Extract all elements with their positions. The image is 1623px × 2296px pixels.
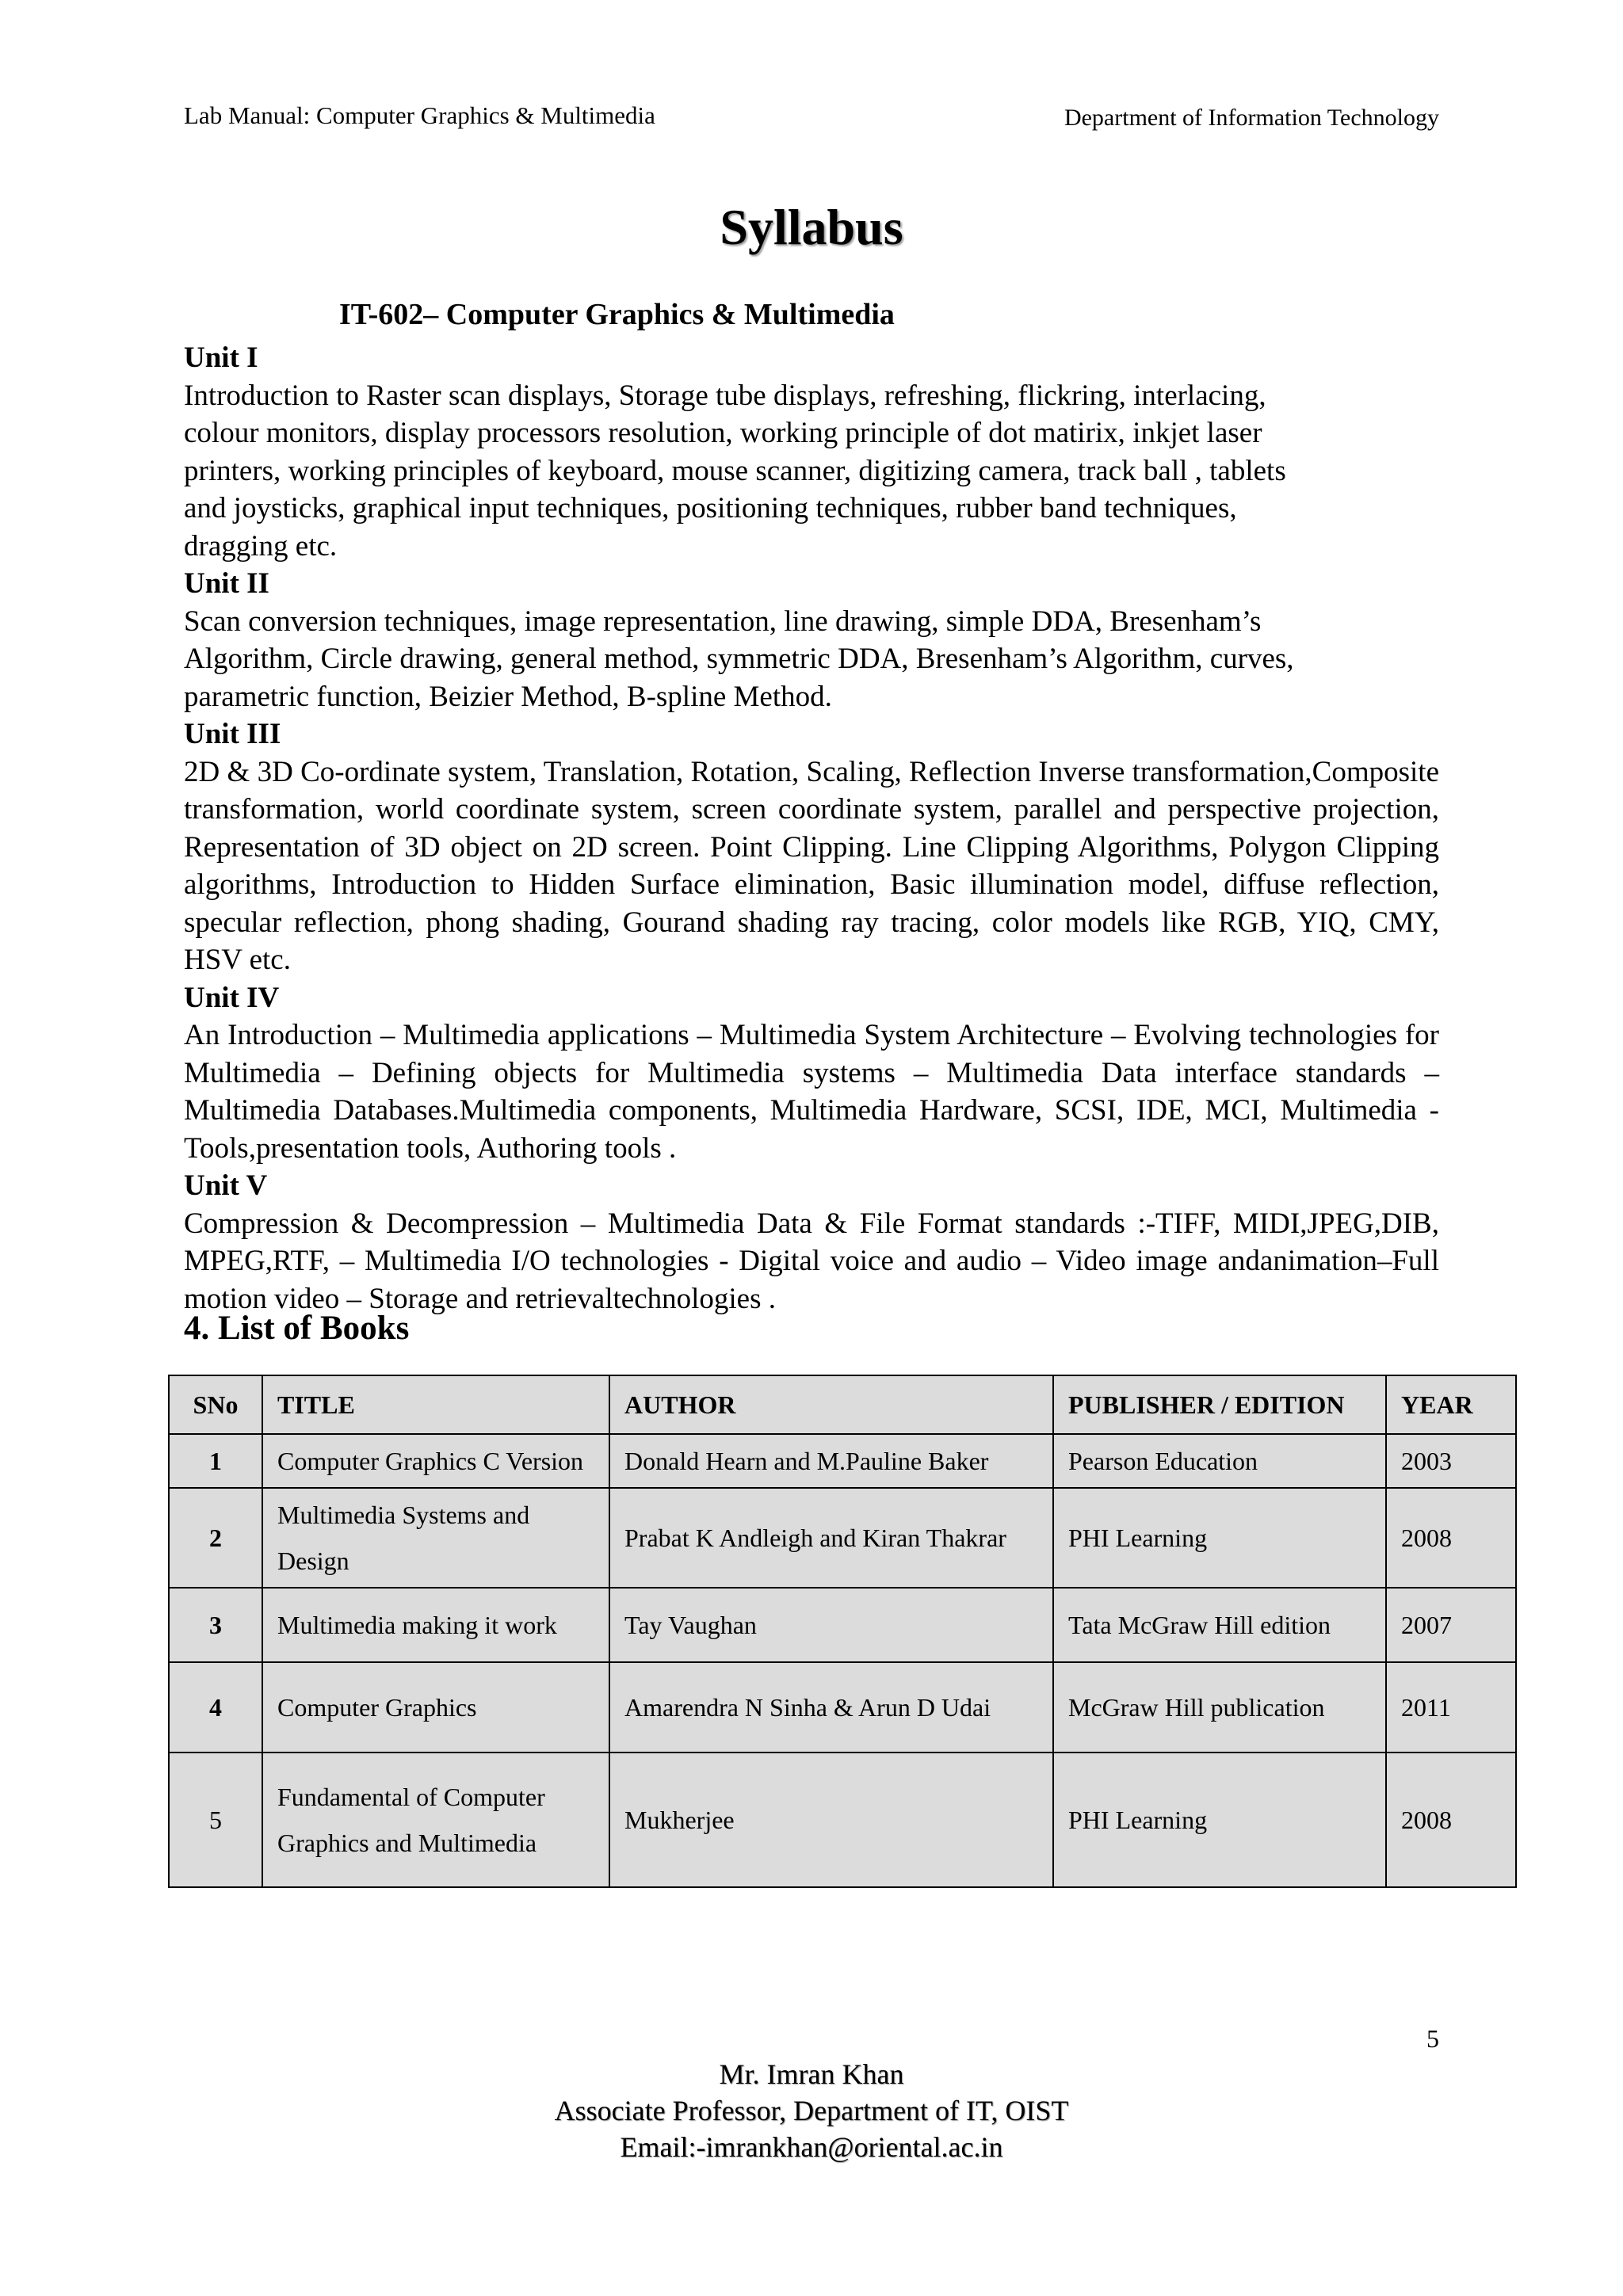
- unit-heading: Unit III: [184, 718, 281, 750]
- table-row: [169, 1753, 1516, 1887]
- course-title: IT-602– Computer Graphics & Multimedia: [339, 298, 895, 331]
- cell-year: 2007: [1386, 1588, 1516, 1662]
- unit-1: [184, 339, 1439, 565]
- cell-author: Mukherjee: [609, 1753, 1053, 1887]
- unit-description: 2D & 3D Co-ordinate system, Translation, Rotation, Scaling, Reflection Inverse transformation,Composite transformation, world coordinate system, screen coordinate system, parallel and perspective projection, Representation of 3D object on 2D screen. Point Clipping. Line Clipping Algorithms, Polygon Clipping algorithms, Introduction to Hidden Surface elimination, Basic illumination model, diffuse reflection, specular reflection, phong shading, Gourand shading ray tracing, color models like RGB, YIQ, CMY, HSV etc.: [184, 755, 1439, 976]
- cell-year: 2008: [1386, 1488, 1516, 1588]
- cell-title: Computer Graphics: [262, 1662, 609, 1753]
- page-number: 5: [1426, 2024, 1439, 2053]
- unit-line: dragging etc.: [184, 529, 338, 563]
- cell-author: Prabat K Andleigh and Kiran Thakrar: [609, 1488, 1053, 1588]
- page-footer: [0, 2056, 1623, 2165]
- header-department: Department of Information Technology: [1064, 105, 1439, 131]
- unit-heading: Unit V: [184, 1169, 268, 1202]
- cell-sno: 3: [169, 1588, 262, 1662]
- books-heading: 4. List of Books: [184, 1310, 410, 1347]
- cell-title: Computer Graphics C Version: [262, 1434, 609, 1488]
- column-header-publisher: PUBLISHER / EDITION: [1053, 1375, 1386, 1434]
- table-header-row: [169, 1375, 1516, 1434]
- cell-year: 2003: [1386, 1434, 1516, 1488]
- unit-heading: Unit I: [184, 341, 258, 374]
- footer-author-name: Mr. Imran Khan: [719, 2058, 904, 2090]
- unit-4: [184, 979, 1439, 1168]
- unit-line: printers, working principles of keyboard, mouse scanner, digitizing camera, track ball , tablets: [184, 454, 1286, 487]
- cell-publisher: McGraw Hill publication: [1053, 1662, 1386, 1753]
- column-header-title: TITLE: [262, 1375, 609, 1434]
- cell-title: Fundamental of Computer Graphics and Multimedia: [262, 1753, 609, 1887]
- unit-line: Scan conversion techniques, image representation, line drawing, simple DDA, Bresenham’s: [184, 605, 1262, 638]
- unit-2: [184, 565, 1439, 715]
- unit-line: and joysticks, graphical input techniques, positioning techniques, rubber band techniques,: [184, 492, 1237, 524]
- cell-year: 2008: [1386, 1753, 1516, 1887]
- cell-sno: 2: [169, 1488, 262, 1588]
- table-row: [169, 1434, 1516, 1488]
- unit-description: An Introduction – Multimedia applications – Multimedia System Architecture – Evolving technologies for Multimedia – Defining objects for Multimedia systems – Multimedia Data interface standards – Multimedia Databases.Multimedia components, Multimedia Hardware, SCSI, IDE, MCI, Multimedia -Tools,presentation tools, Authoring tools .: [184, 1019, 1439, 1165]
- books-table: [168, 1375, 1517, 1888]
- unit-heading: Unit IV: [184, 981, 280, 1014]
- unit-line: Introduction to Raster scan displays, Storage tube displays, refreshing, flickring, interlacing,: [184, 379, 1266, 412]
- cell-sno: 5: [169, 1753, 262, 1887]
- unit-description: [184, 377, 1439, 566]
- cell-author: Tay Vaughan: [609, 1588, 1053, 1662]
- cell-publisher: Pearson Education: [1053, 1434, 1386, 1488]
- page-title: Syllabus: [720, 199, 903, 255]
- cell-author: Donald Hearn and M.Pauline Baker: [609, 1434, 1053, 1488]
- cell-author: Amarendra N Sinha & Arun D Udai: [609, 1662, 1053, 1753]
- table-row: [169, 1488, 1516, 1588]
- column-header-author: AUTHOR: [609, 1375, 1053, 1434]
- cell-sno: 1: [169, 1434, 262, 1488]
- unit-description: Compression & Decompression – Multimedia Data & File Format standards :-TIFF, MIDI,JPEG,DIB, MPEG,RTF, – Multimedia I/O technologies - Digital voice and audio – Video image andanimation–Full motion video – Storage and retrievaltechnologies .: [184, 1207, 1439, 1315]
- table-row: [169, 1662, 1516, 1753]
- unit-line: colour monitors, display processors resolution, working principle of dot matirix, inkjet laser: [184, 417, 1262, 449]
- cell-title: Multimedia making it work: [262, 1588, 609, 1662]
- unit-line: Algorithm, Circle drawing, general method, symmetric DDA, Bresenham’s Algorithm, curves,: [184, 643, 1294, 675]
- page-header: [184, 95, 1439, 135]
- unit-description: [184, 603, 1439, 716]
- footer-author-position: Associate Professor, Department of IT, OIST: [554, 2095, 1069, 2126]
- cell-year: 2011: [1386, 1662, 1516, 1753]
- cell-title: Multimedia Systems and Design: [262, 1488, 609, 1588]
- cell-publisher: PHI Learning: [1053, 1488, 1386, 1588]
- column-header-year: YEAR: [1386, 1375, 1516, 1434]
- unit-heading: Unit II: [184, 567, 269, 600]
- unit-line: parametric function, Beizier Method, B-spline Method.: [184, 680, 832, 713]
- unit-3: [184, 715, 1439, 979]
- footer-author-email: Email:-imrankhan@oriental.ac.in: [620, 2131, 1003, 2163]
- cell-sno: 4: [169, 1662, 262, 1753]
- table-row: [169, 1588, 1516, 1662]
- cell-publisher: PHI Learning: [1053, 1753, 1386, 1887]
- cell-publisher: Tata McGraw Hill edition: [1053, 1588, 1386, 1662]
- header-manual-title: Lab Manual: Computer Graphics & Multimedia: [184, 101, 655, 129]
- syllabus-units: [184, 339, 1439, 1318]
- unit-5: [184, 1167, 1439, 1318]
- column-header-sno: SNo: [169, 1375, 262, 1434]
